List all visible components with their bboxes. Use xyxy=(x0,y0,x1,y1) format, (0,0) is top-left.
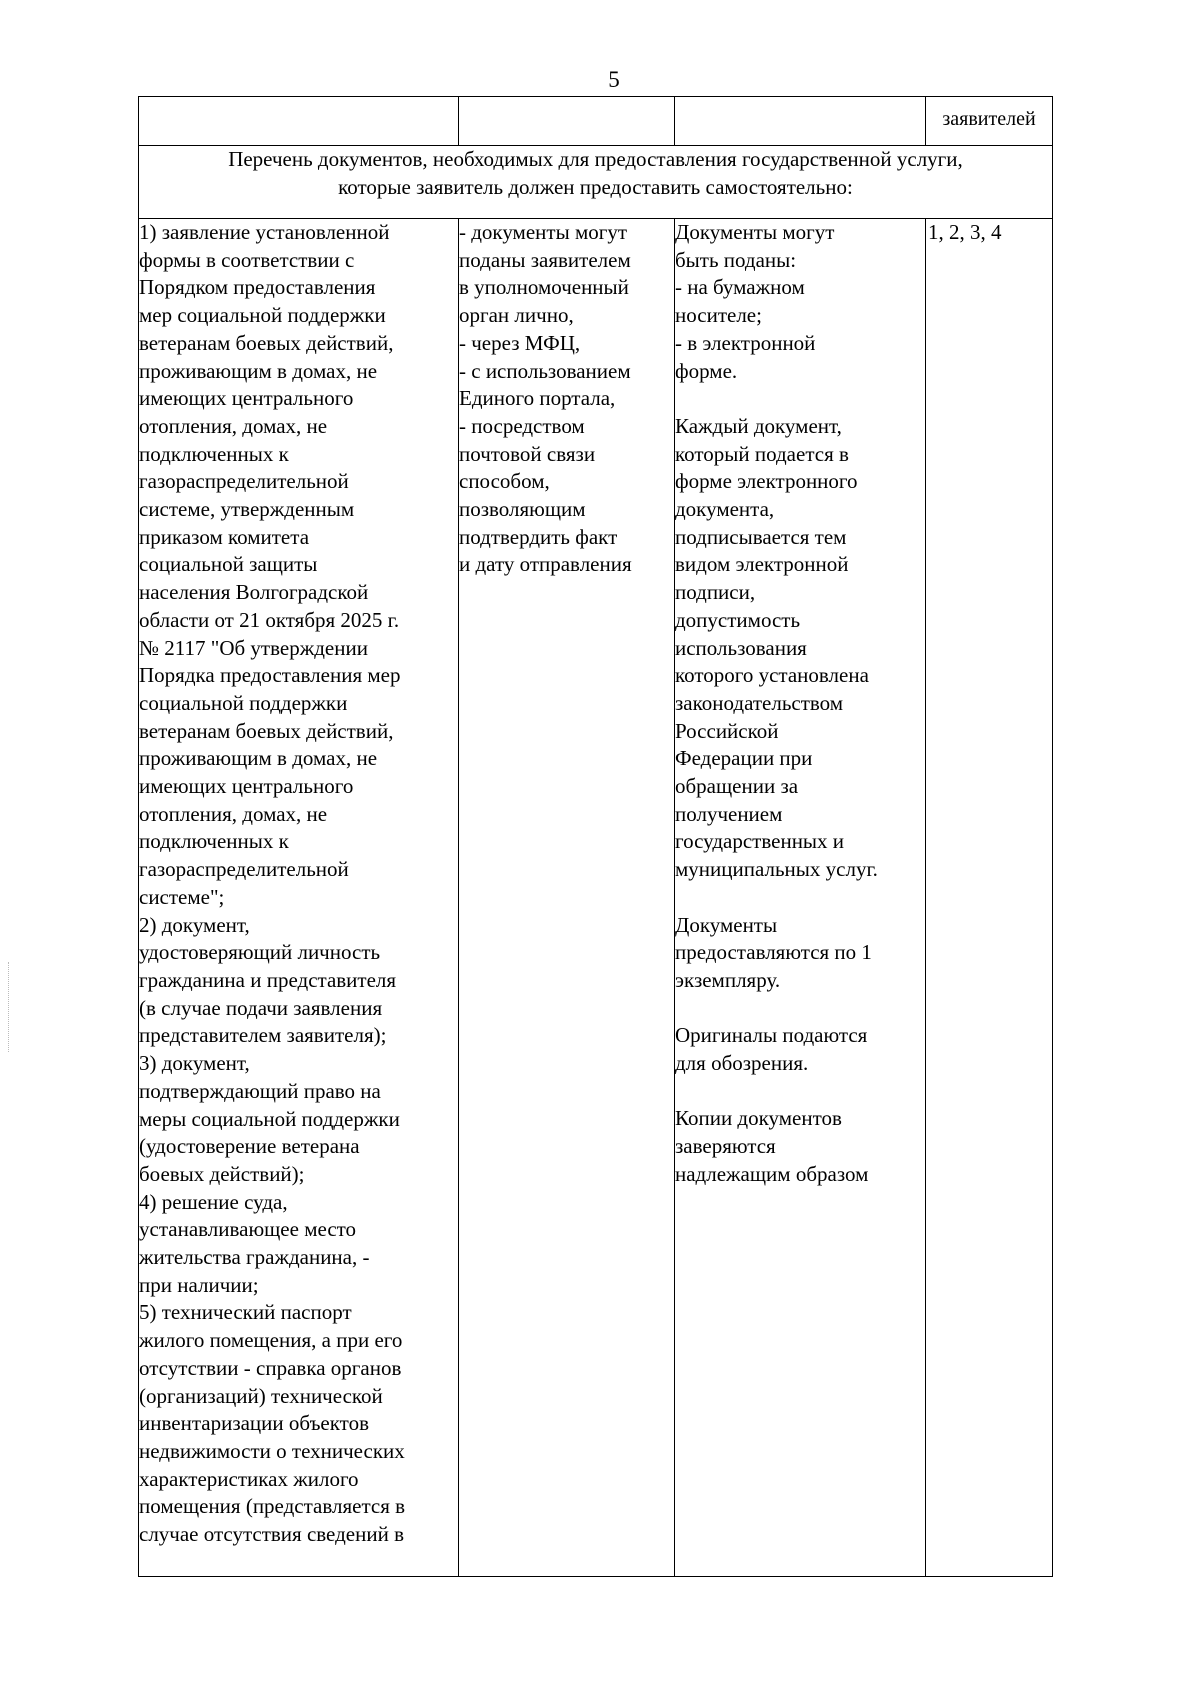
submission-method-line: - через МФЦ, xyxy=(459,330,581,355)
document-list-line: приказом комитета xyxy=(139,524,310,549)
document-list-line: меры социальной поддержки xyxy=(139,1106,400,1131)
applicant-categories-cell xyxy=(926,219,1053,1577)
submission-method-line: позволяющим xyxy=(459,497,586,522)
document-list-line: имеющих центрального xyxy=(139,386,354,411)
submission-form-line: форме. xyxy=(675,358,738,383)
header-cell-empty-2 xyxy=(459,97,675,146)
document-list-line: подключенных к xyxy=(139,441,289,466)
document-list-line: удостоверяющий личность xyxy=(139,940,381,965)
table-header-row xyxy=(139,97,1053,146)
document-list-line: проживающим в домах, не xyxy=(139,358,378,383)
submission-form-line: Оригиналы подаются xyxy=(675,1023,868,1048)
submission-form-line: - на бумажном xyxy=(675,275,805,300)
document-list-line: системе"; xyxy=(139,884,225,909)
document-list-line: (в случае подачи заявления xyxy=(139,995,383,1020)
document-list-line: проживающим в домах, не xyxy=(139,746,378,771)
document-list-line: жительства гражданина, - xyxy=(139,1245,370,1270)
submission-form-line: который подается в xyxy=(675,441,849,466)
submission-forms-cell xyxy=(675,219,926,1577)
submission-methods-cell xyxy=(459,219,675,1577)
submission-method-line: - документы могут xyxy=(459,220,628,244)
header-cell-empty-1 xyxy=(139,97,459,146)
document-list-line: боевых действий); xyxy=(139,1161,305,1186)
document-list-line: газораспределительной xyxy=(139,857,349,882)
section-title-row xyxy=(139,146,1053,219)
document-list-line: Порядка предоставления мер xyxy=(139,663,401,688)
submission-form-line: использования xyxy=(675,635,807,660)
document-list-line: инвентаризации объектов xyxy=(139,1411,369,1436)
document-list-line: отопления, домах, не xyxy=(139,413,328,438)
submission-form-line: предоставляются по 1 xyxy=(675,940,872,965)
document-list-line: отопления, домах, не xyxy=(139,801,328,826)
submission-form-line: Каждый документ, xyxy=(675,413,842,438)
header-cell-applicants xyxy=(926,97,1053,146)
applicant-categories-text: 1, 2, 3, 4 xyxy=(928,220,1002,244)
document-list-line: 3) документ, xyxy=(139,1051,250,1076)
submission-form-line: муниципальных услуг. xyxy=(675,857,878,882)
submission-form-line: Документы могут xyxy=(675,220,835,244)
submission-form-line: надлежащим образом xyxy=(675,1161,869,1186)
submission-form-line: заверяются xyxy=(675,1134,776,1159)
submission-method-line: Единого портала, xyxy=(459,386,616,411)
document-list-line: недвижимости о технических xyxy=(139,1438,405,1463)
submission-method-line: орган лично, xyxy=(459,303,574,328)
paragraph-gap xyxy=(675,995,925,1023)
submission-method-line: - с использованием xyxy=(459,358,631,383)
submission-form-line: допустимость xyxy=(675,607,801,632)
submission-form-line: форме электронного xyxy=(675,469,858,494)
submission-form-line: государственных и xyxy=(675,829,845,854)
document-list-line: жилого помещения, а при его xyxy=(139,1328,403,1353)
submission-form-line: подписывается тем xyxy=(675,524,847,549)
submission-form-line: Документы xyxy=(675,912,778,937)
submission-form-line: подписи, xyxy=(675,580,756,605)
submission-form-line: получением xyxy=(675,801,783,826)
submission-form-line: законодательством xyxy=(675,690,844,715)
document-list-line: гражданина и представителя xyxy=(139,967,397,992)
section-title-cell xyxy=(139,146,1053,219)
document-list-line: системе, утвержденным xyxy=(139,497,355,522)
document-list-line: помещения (представляется в xyxy=(139,1494,406,1519)
submission-method-line: и дату отправления xyxy=(459,552,632,577)
submission-form-line: которого установлена xyxy=(675,663,869,688)
document-list-line: № 2117 "Об утверждении xyxy=(139,635,368,660)
paragraph-gap xyxy=(675,884,925,912)
document-list-line: 4) решение суда, xyxy=(139,1189,288,1214)
document-list-line: устанавливающее место xyxy=(139,1217,357,1242)
document-list-line: случае отсутствия сведений в xyxy=(139,1522,404,1547)
submission-form-line: обращении за xyxy=(675,774,799,799)
submission-method-line: поданы заявителем xyxy=(459,247,631,272)
submission-form-line: Российской xyxy=(675,718,779,743)
document-list-line: области от 21 октября 2025 г. xyxy=(139,607,400,632)
submission-form-line: носителе; xyxy=(675,303,762,328)
document-list-line: отсутствии - справка органов xyxy=(139,1355,402,1380)
document-list-line: имеющих центрального xyxy=(139,774,354,799)
paragraph-gap xyxy=(675,1078,925,1106)
submission-form-line: быть поданы: xyxy=(675,247,797,272)
document-list-line: социальной защиты xyxy=(139,552,318,577)
submission-form-line: для обозрения. xyxy=(675,1051,809,1076)
document-list-line: газораспределительной xyxy=(139,469,349,494)
submission-form-line: видом электронной xyxy=(675,552,849,577)
section-title-line: Перечень документов, необходимых для предоставления государственной услуги, xyxy=(228,147,963,171)
document-list-line: социальной поддержки xyxy=(139,690,348,715)
submission-form-line: - в электронной xyxy=(675,330,816,355)
scan-fold-mark xyxy=(8,962,10,1052)
document-list-line: населения Волгоградской xyxy=(139,580,369,605)
document-list-line: (удостоверение ветерана xyxy=(139,1134,360,1159)
paragraph-gap xyxy=(675,385,925,413)
page-number: 5 xyxy=(608,67,620,92)
document-list-line: формы в соответствии с xyxy=(139,247,355,272)
document-list-line: 1) заявление установленной xyxy=(139,220,390,244)
requirements-table xyxy=(138,96,1053,1577)
document-list-line: характеристиках жилого xyxy=(139,1466,359,1491)
document-list-line: представителем заявителя); xyxy=(139,1023,387,1048)
submission-method-line: в уполномоченный xyxy=(459,275,629,300)
submission-form-line: Копии документов xyxy=(675,1106,842,1131)
submission-method-line: - посредством xyxy=(459,413,585,438)
document-list-line: мер социальной поддержки xyxy=(139,303,386,328)
document-list-line: 2) документ, xyxy=(139,912,250,937)
section-title-line: которые заявитель должен предоставить самостоятельно: xyxy=(338,174,853,199)
documents-list-cell xyxy=(139,219,459,1577)
document-list-line: Порядком предоставления xyxy=(139,275,376,300)
documents-row xyxy=(139,219,1053,1577)
document-list-line: (организаций) технической xyxy=(139,1383,383,1408)
header-applicants-label: заявителей xyxy=(942,108,1036,130)
submission-form-line: Федерации при xyxy=(675,746,813,771)
document-list-line: ветеранам боевых действий, xyxy=(139,718,394,743)
submission-method-line: подтвердить факт xyxy=(459,524,618,549)
submission-method-line: почтовой связи xyxy=(459,441,596,466)
submission-method-line: способом, xyxy=(459,469,550,494)
submission-form-line: документа, xyxy=(675,497,775,522)
submission-form-line: экземпляру. xyxy=(675,967,781,992)
document-list-line: ветеранам боевых действий, xyxy=(139,330,394,355)
document-list-line: подключенных к xyxy=(139,829,289,854)
document-list-line: при наличии; xyxy=(139,1272,259,1297)
document-list-line: 5) технический паспорт xyxy=(139,1300,352,1325)
document-list-line: подтверждающий право на xyxy=(139,1078,381,1103)
header-cell-empty-3 xyxy=(675,97,926,146)
